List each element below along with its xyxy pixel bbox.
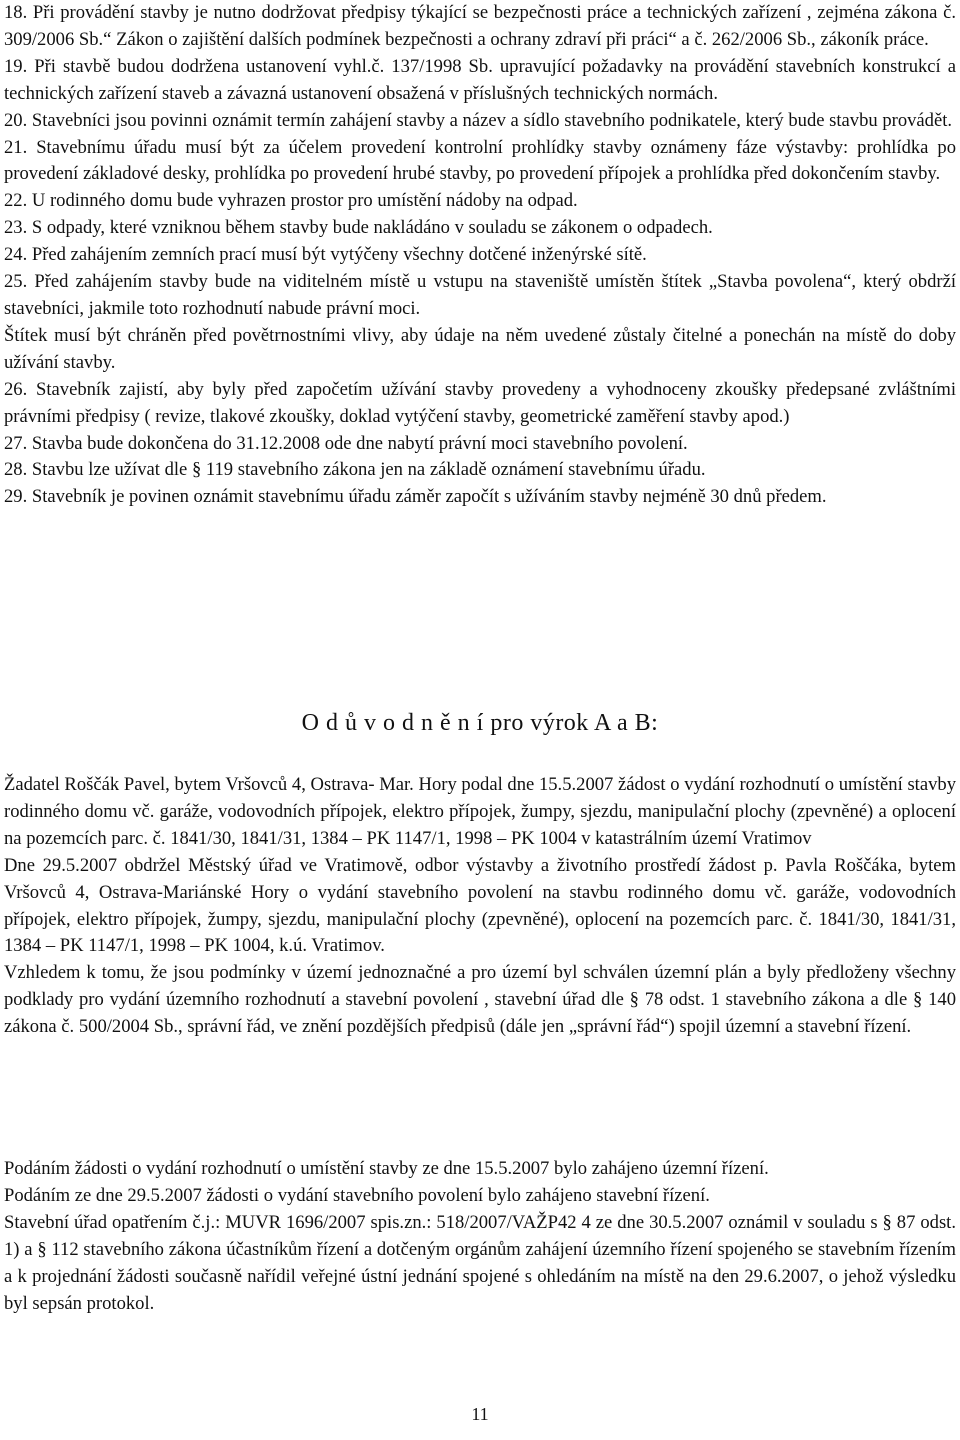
reasoning-block-1 xyxy=(4,772,956,1041)
reasoning-paragraph: Žadatel Roščák Pavel, bytem Vršovců 4, Ostrava- Mar. Hory podal dne 15.5.2007 žádost o vydání rozhodnutí o umístění stavby rodinného domu vč. garáže, vodovodních přípojek, elektro přípojek, žumpy, sjezdu, manipulační plochy (zpevněné) a oplocení na pozemcích parc. č. 1841/30, 1841/31, 1384 – PK 1147/1, 1998 – PK 1004 v katastrálním území Vratimov xyxy=(4,774,956,849)
condition-27: 27. Stavba bude dokončena do 31.12.2008 ode dne nabytí právní moci stavebního povolení. xyxy=(4,432,688,454)
condition-28: 28. Stavbu lze užívat dle § 119 stavebního zákona jen na základě oznámení stavebnímu úřadu. xyxy=(4,459,706,481)
condition-24: 24. Před zahájením zemních prací musí být vytýčeny všechny dotčené inženýrské sítě. xyxy=(4,244,647,266)
reasoning-paragraph: Podáním ze dne 29.5.2007 žádosti o vydání stavebního povolení bylo zahájeno stavební řízení. xyxy=(4,1184,710,1206)
reasoning-paragraph: Stavební úřad opatřením č.j.: MUVR 1696/2007 spis.zn.: 518/2007/VAŽP42 4 ze dne 30.5.2007 oznámil v souladu s § 87 odst. 1) a § 112 stavebního zákona účastníkům řízení a dotčeným orgánům zahájení územního řízení spojeného se stavebním řízením a k projednání žádosti současně nařídil veřejné ústní jednání spojené s ohledáním na místě na den 29.6.2007, o jehož výsledku byl sepsán protokol. xyxy=(4,1211,956,1314)
reasoning-block-2 xyxy=(4,1156,956,1317)
conditions-list xyxy=(4,0,956,511)
condition-20: 20. Stavebníci jsou povinni oznámit termín zahájení stavby a název a sídlo stavebního podnikatele, který bude stavbu provádět. xyxy=(4,109,953,131)
condition-25: 25. Před zahájením stavby bude na viditelném místě u vstupu na staveniště umístěn štítek „Stavba povolena“, který obdrží stavebníci, jakmile toto rozhodnutí nabude právní moci. xyxy=(4,271,956,319)
condition-21: 21. Stavebnímu úřadu musí být za účelem provedení kontrolní prohlídky stavby oznámeny fáze výstavby: prohlídka po provedení základové desky, prohlídka po provedení hrubé stavby, po provedení přípojek a prohlídka před dokončením stavby. xyxy=(4,136,956,185)
page-number: 11 xyxy=(471,1404,489,1424)
condition-18: 18. Při provádění stavby je nutno dodržovat předpisy týkající se bezpečnosti práce a technických zařízení , zejména zákona č. 309/2006 Sb.“ Zákon o zajištění dalších podmínek bezpečnosti a ochrany zdraví při práci“ a č. 262/2006 Sb., zákoník práce. xyxy=(4,2,956,50)
reasoning-paragraph: Vzhledem k tomu, že jsou podmínky v území jednoznačné a pro území byl schválen územní plán a byly předloženy všechny podklady pro vydání územního rozhodnutí a stavební povolení , stavební úřad dle § 78 odst. 1 stavebního zákona a dle § 140 zákona č. 500/2004 Sb., správní řád, ve znění pozdějších předpisů (dále jen „správní řád“) spojil územní a stavební řízení. xyxy=(4,962,956,1038)
condition-29: 29. Stavebník je povinen oznámit stavebnímu úřadu záměr započít s užíváním stavby nejméně 30 dnů předem. xyxy=(4,486,827,508)
section-heading: O d ů v o d n ě n í pro výrok A a B: xyxy=(301,710,659,736)
condition-25-sign: Štítek musí být chráněn před povětrnostními vlivy, aby údaje na něm uvedené zůstaly čitelné a ponechán na místě do doby užívání stavby. xyxy=(4,324,956,373)
document-page xyxy=(4,0,956,1440)
condition-22: 22. U rodinného domu bude vyhrazen prostor pro umístění nádoby na odpad. xyxy=(4,190,578,212)
condition-19: 19. Při stavbě budou dodržena ustanovení vyhl.č. 137/1998 Sb. upravující požadavky na provádění stavebních konstrukcí a technických zařízení staveb a závazná ustanovení obsažená v příslušných technických normách. xyxy=(4,55,956,104)
condition-23: 23. S odpady, které vzniknou během stavby bude nakládáno v souladu se zákonem o odpadech. xyxy=(4,217,713,239)
reasoning-paragraph: Podáním žádosti o vydání rozhodnutí o umístění stavby ze dne 15.5.2007 bylo zahájeno územní řízení. xyxy=(4,1158,769,1179)
reasoning-paragraph: Dne 29.5.2007 obdržel Městský úřad ve Vratimově, odbor výstavby a životního prostředí žádost p. Pavla Roščáka, bytem Vršovců 4, Ostrava-Mariánské Hory o vydání stavebního povolení na stavbu rodinného domu vč. garáže, vodovodních přípojek, elektro přípojek, žumpy, sjezdu, manipulační plochy (zpevněné), oplocení na pozemcích parc. č. 1841/30, 1841/31, 1384 – PK 1147/1, 1998 – PK 1004, k.ú. Vratimov. xyxy=(4,854,956,957)
condition-26: 26. Stavebník zajistí, aby byly před započetím užívání stavby provedeny a vyhodnoceny zkoušky předepsané zvláštními právními předpisy ( revize, tlakové zkoušky, doklad vytýčení stavby, geometrické zaměření stavby apod.) xyxy=(4,378,956,427)
